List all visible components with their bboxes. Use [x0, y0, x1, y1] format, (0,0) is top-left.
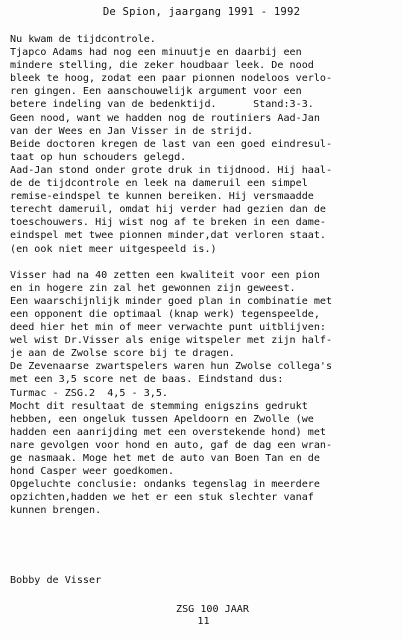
article-line: taat op hun schouders gelegd. [10, 151, 187, 163]
article-line: een opponent die optimaal (knap werk) tegenspeelde, [10, 308, 320, 320]
paragraph-gap [10, 256, 400, 269]
article-line: De Zevenaarse zwartspelers waren hun Zwolse collega's [10, 361, 333, 373]
article-line: mindere stelling, die zeker houdbaar leek. De nood [10, 60, 314, 72]
article-line: ren gingen. Een aanschouwelijk argument voor een [10, 86, 302, 98]
page-header: De Spion, jaargang 1991 - 1992 [102, 6, 301, 18]
page-footer [0, 604, 403, 628]
article-line: en in hogere zin zal het gewonnen zijn geweest. [10, 282, 296, 294]
article-line: hadden een aanrijding met een overstekende hond) met [10, 426, 327, 438]
article-line: met een 3,5 score net de baas. Eindstand dus: [10, 374, 284, 386]
article-line: betere indeling van de bedenktijd. Stand:3-3. [10, 99, 314, 111]
article-line: Aad-Jan stond onder grote druk in tijdnood. Hij haal- [10, 164, 333, 176]
article-line: Tjapco Adams had nog een minuutje en daarbij een [10, 47, 302, 59]
article-line: van der Wees en Jan Visser in de strijd. [10, 125, 254, 137]
article-line: bleek te hoog, zodat een paar pionnen nodeloos verlo- [10, 73, 333, 85]
article-line: hond Casper weer goedkomen. [10, 466, 175, 478]
page-number: 11 [197, 616, 210, 627]
article-line: remise-eindspel te kunnen bereiken. Hij versmaadde [10, 191, 314, 203]
article-line: wel wist Dr.Visser als enige witspeler met zijn half- [10, 335, 333, 347]
article-body [10, 33, 400, 517]
article-line: nare gevolgen voor hond en auto, gaf de dag een wran- [10, 439, 333, 451]
article-line: Een waarschijnlijk minder goed plan in combinatie met [10, 295, 333, 307]
article-line: opzichten,hadden we het er een stuk slechter vanaf [10, 492, 314, 504]
article-line: (en ook niet meer uitgespeeld is.) [10, 243, 217, 255]
article-line: toeschouwers. Hij wist nog af te breken in een dame- [10, 217, 327, 229]
article-line: Turmac - ZSG.2 4,5 - 3,5. [10, 387, 169, 399]
article-line: kunnen brengen. [10, 505, 102, 517]
footer-brand: ZSG 100 JAAR [176, 604, 249, 615]
article-line: Opgeluchte conclusie: ondanks tegenslag in meerdere [10, 479, 320, 491]
article-line: deed hier het min of meer verwachte punt uitblijven: [10, 322, 327, 334]
article-line: Beide doctoren kregen de last van een goed eindresul- [10, 138, 333, 150]
article-line: ge nasmaak. Moge het met de auto van Boen Tan en de [10, 453, 320, 464]
article-line: eindspel met twee pionnen minder,dat verloren staat. [10, 230, 327, 242]
author-signature: Bobby de Visser [10, 575, 102, 586]
article-line: Geen nood, want we hadden nog de routiniers Aad-Jan [10, 112, 320, 124]
article-line: Mocht dit resultaat de stemming enigszins gedrukt [10, 400, 308, 412]
article-line: je aan de Zwolse score bij te dragen. [10, 348, 235, 360]
article-line: Nu kwam de tijdcontrole. [10, 34, 156, 45]
article-line: de de tijdcontrole en leek na dameruil een simpel [10, 178, 308, 190]
article-line: hebben, een ongeluk tussen Apeldoorn en Zwolle (we [10, 413, 314, 425]
article-line: Visser had na 40 zetten een kwaliteit voor een pion [10, 269, 320, 281]
article-line: terecht dameruil, omdat hij verder had gezien dan de [10, 204, 327, 216]
